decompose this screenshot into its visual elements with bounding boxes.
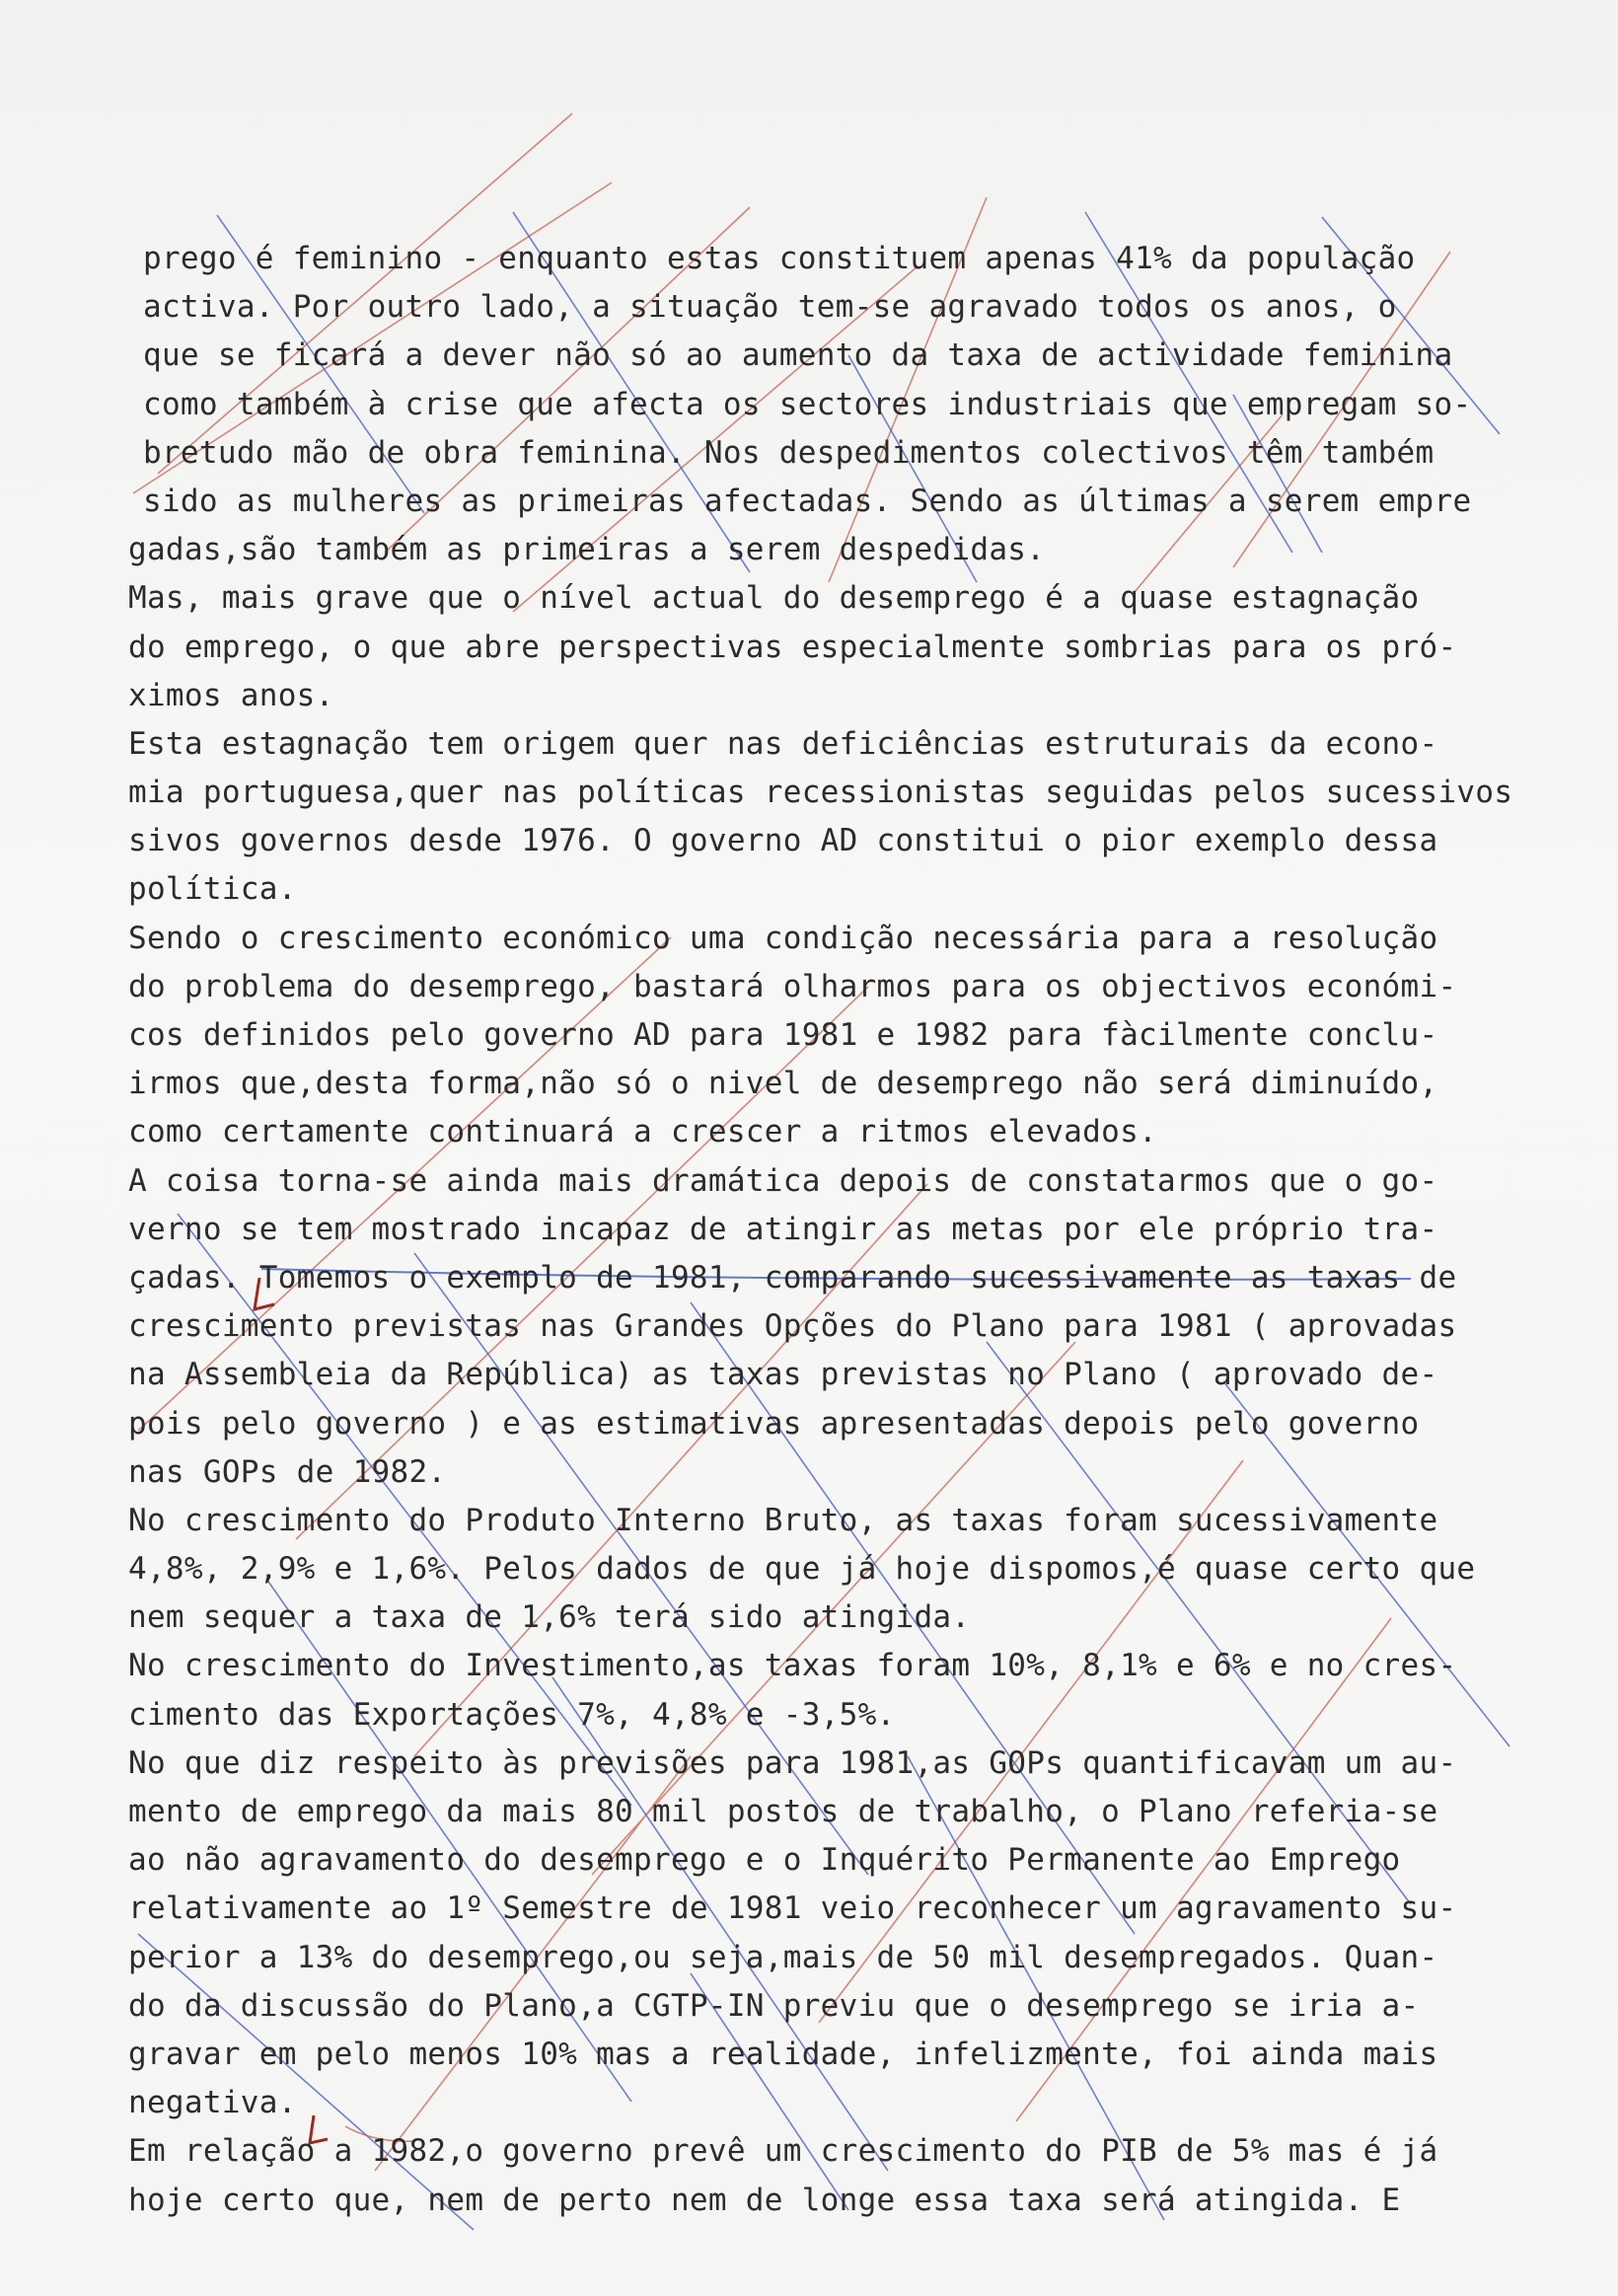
text-line: na Assembleia da República) as taxas previstas no Plano ( aprovado de- [128,1357,1438,1393]
text-line: mento de emprego da mais 80 mil postos de trabalho, o Plano referia-se [128,1794,1438,1829]
text-line: mia portuguesa,quer nas políticas recessionistas seguidas pelos sucessivos [128,775,1513,811]
text-line: 4,8%, 2,9% e 1,6%. Pelos dados de que já hoje dispomos,é quase certo que [128,1551,1476,1588]
text-line: sido as mulheres as primeiras afectadas. Sendo as últimas a serem empre [143,482,1472,519]
text-line: do problema do desemprego, bastará olharmos para os objectivos económi- [128,968,1457,1004]
text-line: pois pelo governo ) e as estimativas apresentadas depois pelo governo [128,1405,1420,1442]
text-line: negativa. [128,2085,297,2121]
text-line: activa. Por outro lado, a situação tem-se agravado todos os anos, o [143,289,1397,326]
text-line: que se ficará a dever não só ao aumento da taxa de actividade feminina [143,337,1453,374]
text-line: cos definidos pelo governo AD para 1981 e 1982 para fàcilmente conclu- [128,1017,1438,1053]
text-line: prego é feminino - enquanto estas constituem apenas 41% da população [143,241,1416,276]
text-line: perior a 13% do desemprego,ou seja,mais de 50 mil desempregados. Quan- [128,1939,1438,1975]
text-line: como certamente continuará a crescer a ritmos elevados. [128,1114,1157,1150]
text-line: crescimento previstas nas Grandes Opções do Plano para 1981 ( aprovadas [128,1308,1457,1345]
text-line: Em relação a 1982,o governo prevê um crescimento do PIB de 5% mas é já [128,2133,1438,2170]
text-line: Esta estagnação tem origem quer nas deficiências estruturais da econo- [128,725,1438,762]
text-line: gadas,são também as primeiras a serem despedidas. [128,532,1046,568]
text-line: como também à crise que afecta os sectores industriais que empregam so- [143,386,1472,422]
text-line: Sendo o crescimento económico uma condição necessária para a resolução [128,920,1438,956]
text-line: do emprego, o que abre perspectivas especialmente sombrias para os pró- [128,629,1457,665]
text-line: relativamente ao 1º Semestre de 1981 veio reconhecer um agravamento su- [128,1890,1457,1927]
text-line: política. [128,871,297,908]
text-line: sivos governos desde 1976. O governo AD constitui o pior exemplo dessa [128,823,1438,859]
text-line: No que diz respeito às previsões para 1981,as GOPs quantificavam um au- [128,1744,1457,1781]
typed-body-text [128,235,1598,2225]
text-line: No crescimento do Investimento,as taxas foram 10%, 8,1% e 6% e no cres- [128,1648,1457,1684]
text-line: do da discussão do Plano,a CGTP-IN previu que o desemprego se iria a- [128,1987,1420,2024]
text-line: ao não agravamento do desemprego e o Inquérito Permanente ao Emprego [128,1842,1401,1879]
text-line: gravar em pelo menos 10% mas a realidade, infelizmente, foi ainda mais [128,2036,1438,2072]
text-line: ximos anos. [128,677,334,713]
text-line: irmos que,desta forma,não só o nivel de desemprego não será diminuído, [128,1066,1438,1102]
text-line: çadas. Tomemos o exemplo de 1981, comparando sucessivamente as taxas de [128,1259,1457,1296]
text-line: bretudo mão de obra feminina. Nos despedimentos colectivos têm também [143,434,1434,471]
text-line: No crescimento do Produto Interno Bruto, as taxas foram sucessivamente [128,1502,1438,1538]
text-line: nem sequer a taxa de 1,6% terá sido atingida. [128,1599,971,1636]
text-line: verno se tem mostrado incapaz de atingir as metas por ele próprio tra- [128,1211,1438,1247]
text-line: cimento das Exportações 7%, 4,8% e -3,5%. [128,1696,896,1733]
text-line: Mas, mais grave que o nível actual do desemprego é a quase estagnação [128,580,1420,617]
text-line: nas GOPs de 1982. [128,1453,447,1490]
text-line: A coisa torna-se ainda mais dramática depois de constatarmos que o go- [128,1162,1438,1199]
text-line: hoje certo que, nem de perto nem de longe essa taxa será atingida. E [128,2182,1401,2218]
